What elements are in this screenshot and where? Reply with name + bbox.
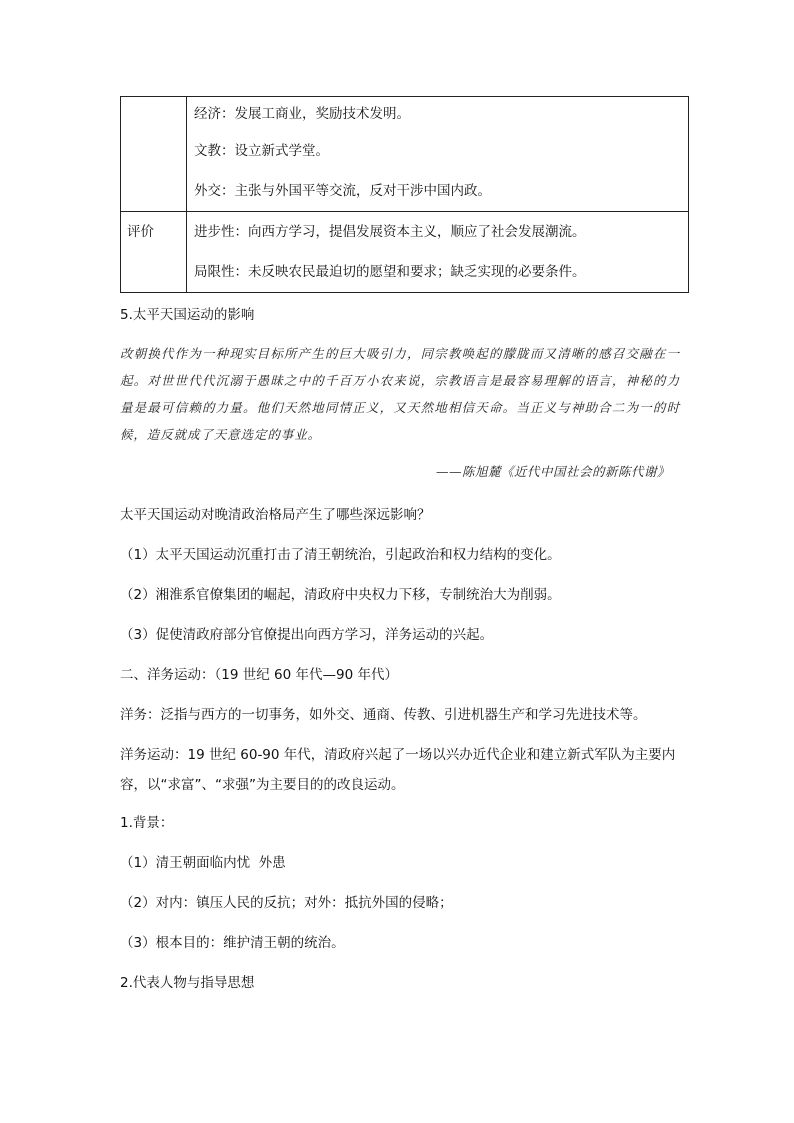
- answer-item: （1）太平天国运动沉重打击了清王朝统治，引起政治和权力结构的变化。: [120, 547, 561, 563]
- table-row: [121, 212, 689, 293]
- definition-paragraph: 洋务运动：19 世纪 60-90 年代，清政府兴起了一场以兴办近代企业和建立新式军队为主要内容，以“求富”、“求强”为主要目的的改良运动。: [120, 747, 676, 793]
- table-cell-line: 经济：发展工商业，奖励技术发明。: [194, 106, 410, 122]
- answer-item: （3）促使清政府部分官僚提出向西方学习，洋务运动的兴起。: [120, 627, 494, 643]
- table-row-label: 评价: [121, 212, 187, 293]
- section-title: 5.太平天国运动的影响: [120, 307, 255, 323]
- quote-source: ——陈旭麓《近代中国社会的新陈代谢》: [435, 464, 670, 479]
- table-row-label: [121, 97, 187, 212]
- table-row-content: [187, 97, 689, 212]
- table-row: [121, 97, 689, 212]
- definition-text: 洋务：泛指与西方的一切事务，如外交、通商、传教、引进机器生产和学习先进技术等。: [120, 707, 647, 723]
- table-cell-line: 进步性：向西方学习，提倡发展资本主义，顺应了社会发展潮流。: [194, 224, 586, 240]
- background-item: （3）根本目的：维护清王朝的统治。: [120, 935, 345, 951]
- subsection-title: 2.代表人物与指导思想: [120, 975, 255, 991]
- table-cell-line: 外交：主张与外国平等交流，反对干涉中国内政。: [194, 183, 491, 199]
- subsection-title: 1.背景：: [120, 815, 174, 831]
- reform-program-table: [120, 96, 689, 293]
- section-title: 二、洋务运动：（19 世纪 60 年代—90 年代）: [120, 667, 398, 683]
- answer-item: （2）湘淮系官僚集团的崛起，清政府中央权力下移，专制统治大为削弱。: [120, 587, 561, 603]
- table-cell-line: 局限性：未反映农民最迫切的愿望和要求；缺乏实现的必要条件。: [194, 264, 586, 280]
- background-item: （1）清王朝面临内忧 外患: [120, 855, 286, 871]
- table-row-content: [187, 212, 689, 293]
- question-text: 太平天国运动对晚清政治格局产生了哪些深远影响？: [120, 507, 431, 523]
- background-item: （2）对内：镇压人民的反抗；对外：抵抗外国的侵略；: [120, 895, 453, 911]
- historical-quote: 改朝换代作为一种现实目标所产生的巨大吸引力，同宗教唤起的朦胧而又清晰的感召交融在一起。对世世代代沉溺于愚昧之中的千百万小农来说，宗教语言是最容易理解的语言，神秘的力量是最可信赖的力量。他们天然地同情正义，又天然地相信天命。当正义与神助合二为一的时候，造反就成了天意选定的事业。: [120, 346, 680, 442]
- table-cell-line: 文教：设立新式学堂。: [194, 143, 329, 159]
